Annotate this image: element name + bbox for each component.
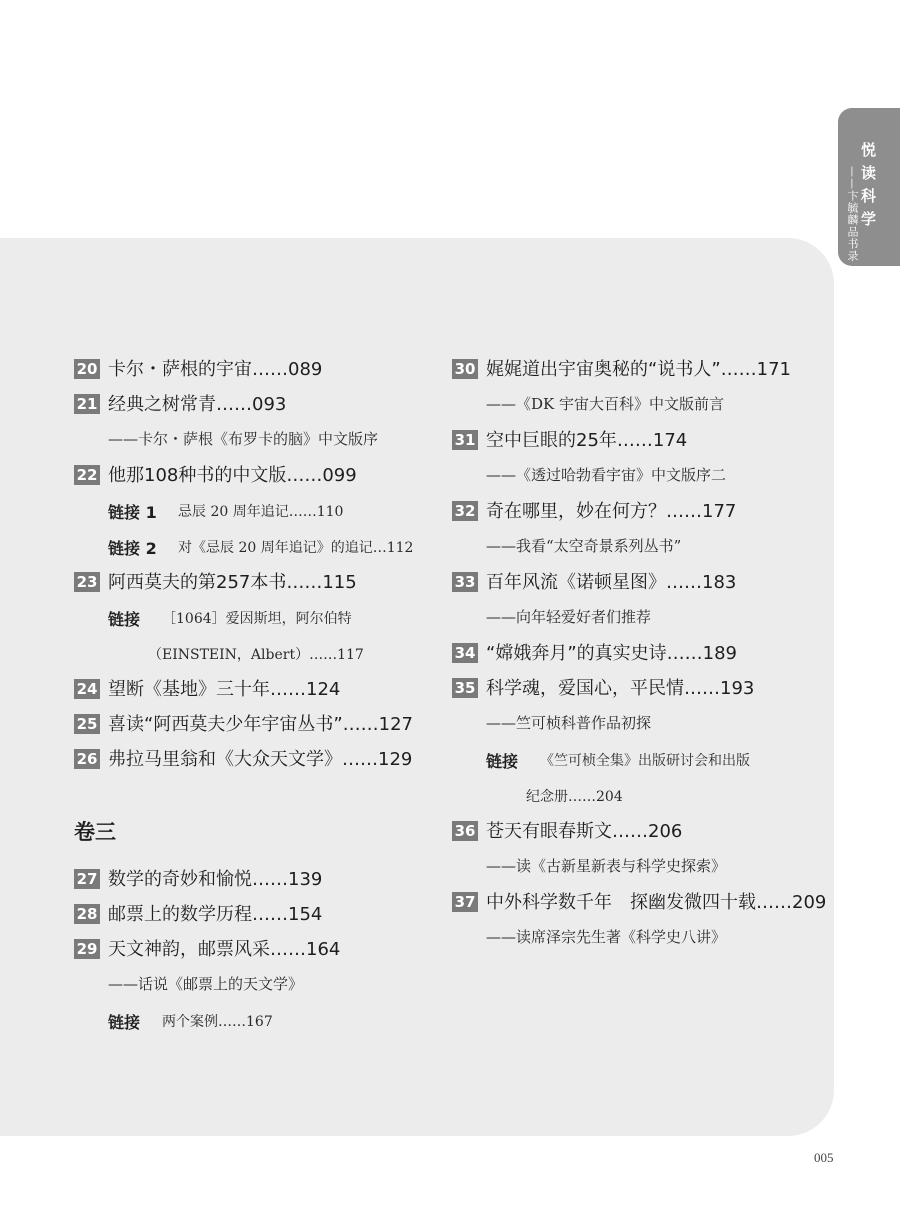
chapter-number-badge: 23: [74, 572, 100, 592]
toc-entry[interactable]: [74, 672, 444, 707]
chapter-title[interactable]: 数学的奇妙和愉悦……139: [108, 869, 323, 890]
chapter-title[interactable]: 中外科学数千年 探幽发微四十载……209: [486, 892, 827, 913]
chapter-number-badge: 28: [74, 904, 100, 924]
chapter-title[interactable]: 空中巨眼的25年……174: [486, 430, 688, 451]
chapter-subtitle: [452, 706, 832, 742]
link-label: 链接: [108, 1013, 141, 1032]
link-text[interactable]: 对《忌辰 20 周年追记》的追记…112: [178, 540, 414, 556]
chapter-title[interactable]: 奇在哪里，妙在何方？……177: [486, 501, 737, 522]
toc-entry[interactable]: [74, 897, 444, 932]
link-text[interactable]: 纪念册……204: [526, 789, 623, 805]
toc-entry[interactable]: [74, 862, 444, 897]
chapter-subtitle-text: ——话说《邮票上的天文学》: [108, 975, 304, 993]
chapter-title[interactable]: 科学魂，爱国心，平民情……193: [486, 678, 755, 699]
chapter-title[interactable]: 娓娓道出宇宙奥秘的“说书人”……171: [486, 359, 792, 380]
series-subtitle: ——卞毓麟品书录: [846, 166, 859, 262]
volume-title: 卷三: [74, 820, 116, 844]
series-side-tab: [838, 108, 900, 266]
chapter-number-badge: 25: [74, 714, 100, 734]
link-entry[interactable]: [74, 636, 444, 672]
chapter-number-badge: 31: [452, 430, 478, 450]
chapter-number-badge: 35: [452, 678, 478, 698]
chapter-subtitle-text: ——向年轻爱好者们推荐: [486, 608, 652, 626]
toc-entry[interactable]: [452, 814, 832, 849]
link-text[interactable]: 忌辰 20 周年追记……110: [178, 504, 344, 520]
chapter-number-badge: 37: [452, 892, 478, 912]
chapter-number-badge: 36: [452, 821, 478, 841]
link-text[interactable]: （EINSTEIN，Albert）……117: [148, 647, 364, 663]
chapter-number-badge: 24: [74, 679, 100, 699]
chapter-title[interactable]: 邮票上的数学历程……154: [108, 904, 323, 925]
link-entry[interactable]: [74, 529, 444, 565]
chapter-subtitle: [452, 387, 832, 423]
chapter-subtitle-text: ——读《古新星新表与科学史探索》: [486, 857, 727, 875]
toc-entry[interactable]: [74, 932, 444, 967]
chapter-title[interactable]: 百年风流《诺顿星图》……183: [486, 572, 737, 593]
link-label: 链接: [486, 752, 519, 771]
link-label: 链接: [108, 610, 141, 629]
chapter-number-badge: 20: [74, 359, 100, 379]
chapter-subtitle-text: ——读席泽宗先生著《科学史八讲》: [486, 928, 727, 946]
left-column-bottom: [74, 862, 444, 1039]
page-number: 005: [814, 1150, 834, 1165]
chapter-subtitle: [452, 849, 832, 885]
chapter-number-badge: 21: [74, 394, 100, 414]
toc-entry[interactable]: [74, 387, 444, 422]
chapter-number-badge: 32: [452, 501, 478, 521]
chapter-subtitle-text: ——我看“太空奇景系列丛书”: [486, 537, 682, 555]
series-title: 悦读科学: [859, 142, 877, 234]
chapter-subtitle-text: ——卡尔・萨根《布罗卡的脑》中文版序: [108, 430, 379, 448]
toc-entry[interactable]: [452, 565, 832, 600]
chapter-number-badge: 27: [74, 869, 100, 889]
left-column-top: [74, 352, 444, 777]
chapter-number-badge: 34: [452, 643, 478, 663]
toc-entry[interactable]: [452, 671, 832, 706]
link-text[interactable]: 《竺可桢全集》出版研讨会和出版: [540, 753, 750, 769]
chapter-subtitle: [452, 920, 832, 956]
link-text[interactable]: 两个案例……167: [162, 1014, 273, 1030]
link-text[interactable]: ［1064］爱因斯坦，阿尔伯特: [162, 611, 352, 627]
chapter-title[interactable]: 卡尔・萨根的宇宙……089: [108, 359, 323, 380]
chapter-title[interactable]: “嫦娥奔月”的真实史诗……189: [486, 643, 738, 664]
chapter-subtitle: [74, 967, 444, 1003]
toc-entry[interactable]: [452, 494, 832, 529]
toc-entry[interactable]: [74, 742, 444, 777]
chapter-subtitle-text: ——竺可桢科普作品初探: [486, 714, 652, 732]
link-entry[interactable]: [452, 778, 832, 814]
toc-entry[interactable]: [74, 458, 444, 493]
link-entry[interactable]: [74, 1003, 444, 1039]
chapter-title[interactable]: 喜读“阿西莫夫少年宇宙丛书”……127: [108, 714, 414, 735]
chapter-subtitle-text: ——《DK 宇宙大百科》中文版前言: [486, 395, 725, 413]
toc-entry[interactable]: [452, 885, 832, 920]
link-entry[interactable]: [452, 742, 832, 778]
toc-entry[interactable]: [74, 352, 444, 387]
chapter-title[interactable]: 弗拉马里翁和《大众天文学》……129: [108, 749, 413, 770]
link-entry[interactable]: [74, 493, 444, 529]
chapter-title[interactable]: 经典之树常青……093: [108, 394, 287, 415]
toc-entry[interactable]: [452, 636, 832, 671]
link-label: 链接 1: [108, 503, 157, 522]
link-label: 链接 2: [108, 539, 157, 558]
chapter-subtitle: [452, 600, 832, 636]
toc-entry[interactable]: [452, 352, 832, 387]
chapter-subtitle: [452, 458, 832, 494]
toc-entry[interactable]: [452, 423, 832, 458]
chapter-subtitle: [452, 529, 832, 565]
chapter-subtitle-text: ——《透过哈勃看宇宙》中文版序二: [486, 466, 727, 484]
chapter-title[interactable]: 望断《基地》三十年……124: [108, 679, 341, 700]
chapter-title[interactable]: 他那108种书的中文版……099: [108, 465, 357, 486]
toc-entry[interactable]: [74, 565, 444, 600]
chapter-title[interactable]: 苍天有眼春斯文……206: [486, 821, 683, 842]
chapter-subtitle: [74, 422, 444, 458]
chapter-number-badge: 29: [74, 939, 100, 959]
chapter-title[interactable]: 天文神韵，邮票风采……164: [108, 939, 341, 960]
chapter-number-badge: 30: [452, 359, 478, 379]
link-entry[interactable]: [74, 600, 444, 636]
chapter-number-badge: 22: [74, 465, 100, 485]
chapter-number-badge: 26: [74, 749, 100, 769]
chapter-number-badge: 33: [452, 572, 478, 592]
right-column: [452, 352, 832, 956]
toc-entry[interactable]: [74, 707, 444, 742]
chapter-title[interactable]: 阿西莫夫的第257本书……115: [108, 572, 357, 593]
